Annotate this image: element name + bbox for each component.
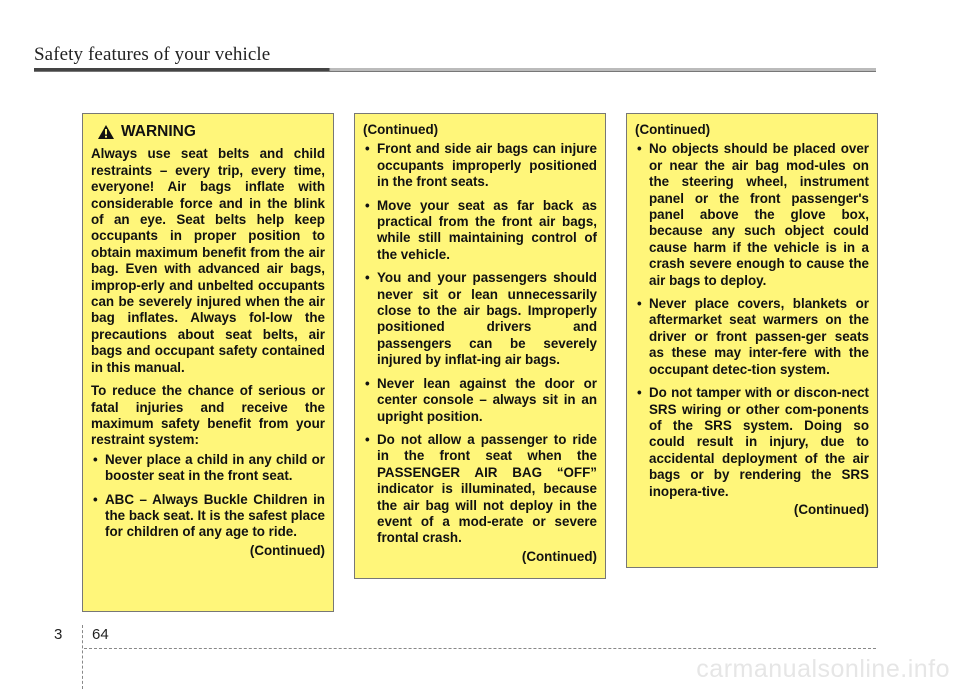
warning-list-2 — [363, 141, 597, 546]
watermark: carmanualsonline.info — [696, 655, 950, 683]
list-item: • Front and side air bags can injure occupants improperly positioned in the front seats. — [363, 141, 597, 190]
list-item: • Do not allow a passenger to ride in the front seat when the PASSENGER AIR BAG “OFF” indicator is illuminated, because the air bag will not deploy in the event of a mod-erate or severe frontal crash. — [363, 432, 597, 547]
continued-top-label: (Continued) — [363, 122, 439, 137]
continued-label: (Continued) — [793, 501, 869, 517]
warning-paragraph-1: Always use seat belts and child restraints – every trip, every time, everyone! Air bags inflate with considerable force and in the blink of an eye. Seat belts help keep occupants in proper position to obtain maximum benefit from the air bag. Even with advanced air bags, improp-erly and unbelted occupants can be severely injured when the air bag inflates. Always fol-low the precautions about seat belts, air bags and occupant safety contained in this manual. — [91, 146, 325, 375]
list-item: • Do not tamper with or discon-nect SRS wiring or other com-ponents of the SRS system. Doing so could result in injury, due to accidental deployment of the air bags or by rendering the SRS inopera-tive. — [635, 385, 869, 500]
list-item: • Never lean against the door or center console – always sit in an upright position. — [363, 376, 597, 425]
warning-box-3 — [626, 113, 878, 568]
warning-label: WARNING — [121, 123, 196, 140]
list-item: • Move your seat as far back as practical from the front air bags, while still maintaining control of the vehicle. — [363, 198, 597, 264]
warning-triangle-icon — [97, 124, 115, 140]
page-number: 64 — [92, 626, 109, 643]
continued-label: (Continued) — [521, 548, 597, 564]
warning-box-2 — [354, 113, 606, 579]
continued-label: (Continued) — [249, 542, 325, 558]
warning-heading — [97, 124, 325, 140]
footer-rule — [84, 648, 876, 649]
footer-divider — [82, 625, 83, 689]
warning-paragraph-2: To reduce the chance of serious or fatal injuries and receive the maximum safety benefit from your restraint system: — [91, 383, 325, 448]
warning-list-3 — [635, 141, 869, 500]
warning-list-1 — [91, 452, 325, 541]
continued-top-label: (Continued) — [635, 122, 711, 137]
page-header-title: Safety features of your vehicle — [34, 44, 271, 65]
section-number: 3 — [54, 626, 63, 643]
list-item: • Never place covers, blankets or aftermarket seat warmers on the driver or front passen-ger seats as these may inter-fere with the occupant detec-tion system. — [635, 296, 869, 378]
header-rule — [34, 68, 876, 72]
list-item: • No objects should be placed over or near the air bag mod-ules on the steering wheel, instrument panel or the front passenger's panel above the glove box, because any such object could cause harm if the vehicle is in a crash severe enough to cause the air bags to deploy. — [635, 141, 869, 289]
list-item: • ABC – Always Buckle Children in the back seat. It is the safest place for children of any age to ride. — [91, 492, 325, 541]
list-item: • Never place a child in any child or booster seat in the front seat. — [91, 452, 325, 485]
warning-box-1 — [82, 113, 334, 612]
list-item: • You and your passengers should never sit or lean unnecessarily close to the air bags. Improperly positioned drivers and passengers can be severely injured by inflat-ing air bags. — [363, 270, 597, 368]
